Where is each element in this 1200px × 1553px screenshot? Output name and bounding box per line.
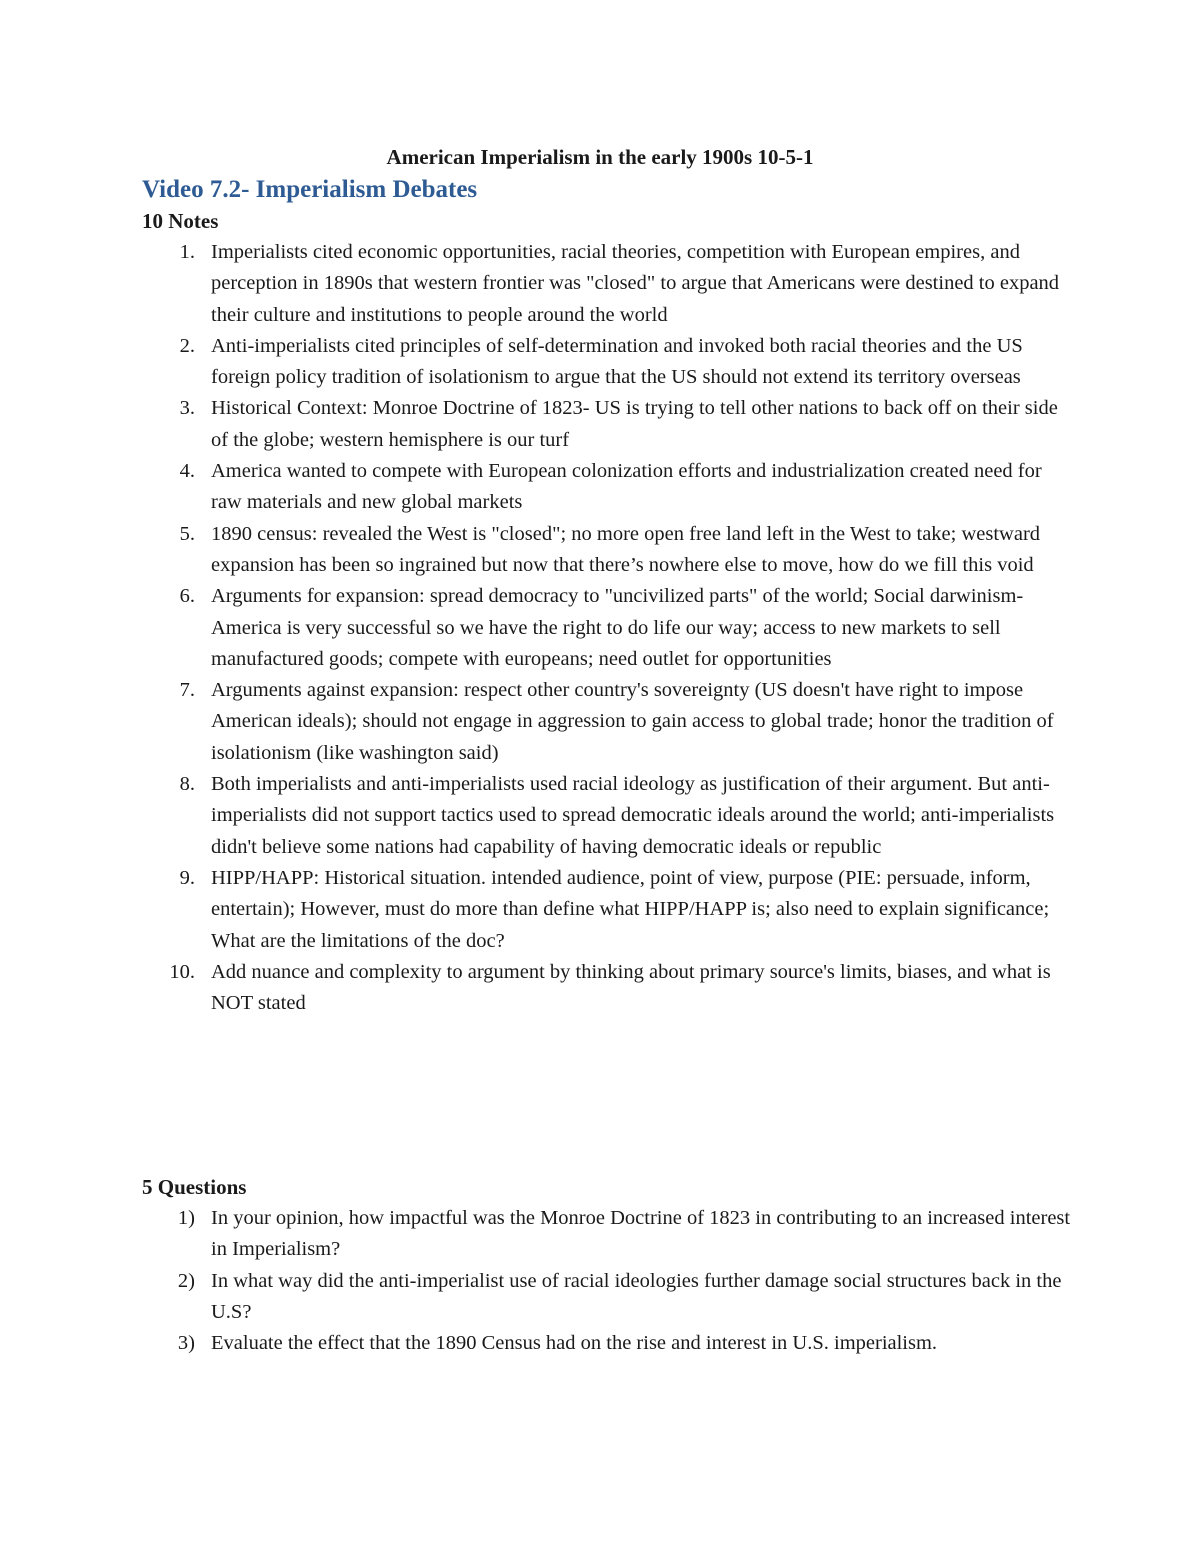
note-text: HIPP/HAPP: Historical situation. intended audience, point of view, purpose (PIE: persuade, inform, entertain); However, must do more than define what HIPP/HAPP is; also need to explain significance; What are the limitations of the doc?	[211, 866, 1050, 952]
note-text: Historical Context: Monroe Doctrine of 1823- US is trying to tell other nations to back off on their side of the globe; western hemisphere is our turf	[211, 397, 1058, 451]
note-text: Both imperialists and anti-imperialists used racial ideology as justification of their argument. But anti-imperialists did not support tactics used to spread democratic ideals around the world; anti-imperialists didn't believe some nations had capability of having democratic ideals or republic	[211, 773, 1055, 858]
note-number: 9.	[179, 866, 195, 889]
questions-label: 5 Questions	[142, 1175, 247, 1199]
note-item	[142, 456, 1072, 519]
notes-section	[142, 206, 1072, 1019]
note-text: Imperialists cited economic opportunities, racial theories, competition with European empires, and perception in 1890s that western frontier was "closed" to argue that Americans were destined to expand their culture and institutions to people around the world	[211, 241, 1060, 326]
note-number: 8.	[179, 773, 195, 796]
note-number: 10.	[169, 960, 195, 983]
question-text: In your opinion, how impactful was the Monroe Doctrine of 1823 in contributing to an increased interest in Imperialism?	[211, 1207, 1071, 1261]
notes-list	[142, 237, 1072, 1019]
question-item	[142, 1266, 1072, 1329]
notes-label: 10 Notes	[142, 209, 219, 233]
note-number: 4.	[179, 460, 195, 483]
note-text: 1890 census: revealed the West is "closed"; no more open free land left in the West to take; westward expansion has been so ingrained but now that there’s nowhere else to move, how do we fill this void	[211, 522, 1041, 576]
question-number: 3)	[177, 1332, 195, 1355]
question-number: 1)	[177, 1207, 195, 1229]
note-text: Anti-imperialists cited principles of self-determination and invoked both racial theories and the US foreign policy tradition of isolationism to argue that the US should not extend its territory overseas	[211, 334, 1023, 389]
note-number: 3.	[179, 397, 195, 420]
note-item	[142, 519, 1072, 582]
note-item	[142, 581, 1072, 675]
note-item	[142, 769, 1072, 863]
question-item	[142, 1203, 1072, 1266]
note-text: America wanted to compete with European colonization efforts and industrialization created need for raw materials and new global markets	[211, 460, 1042, 514]
note-number: 7.	[179, 679, 195, 702]
note-text: Add nuance and complexity to argument by thinking about primary source's limits, biases, and what is NOT stated	[211, 960, 1051, 1015]
note-number: 1.	[179, 241, 195, 263]
question-item	[142, 1328, 1072, 1359]
note-item	[142, 957, 1072, 1020]
note-text: Arguments for expansion: spread democracy to "uncivilized parts" of the world; Social darwinism- America is very successful so we have the right to do life our way; access to new markets to sell manufactured goods; compete with europeans; need outlet for opportunities	[211, 585, 1024, 670]
questions-list	[142, 1203, 1072, 1359]
note-item	[142, 863, 1072, 957]
question-text: Evaluate the effect that the 1890 Census had on the rise and interest in U.S. imperialism.	[211, 1332, 938, 1355]
note-item	[142, 237, 1072, 331]
question-text: In what way did the anti-imperialist use of racial ideologies further damage social structures back in the U.S?	[211, 1269, 1062, 1323]
questions-section	[142, 1172, 1072, 1359]
note-item	[142, 393, 1072, 456]
document-title: American Imperialism in the early 1900s 10-5-1	[386, 145, 814, 169]
note-item	[142, 675, 1072, 769]
question-number: 2)	[177, 1269, 195, 1292]
note-number: 2.	[179, 334, 195, 357]
note-text: Arguments against expansion: respect other country's sovereignty (US doesn't have right to impose American ideals); should not engage in aggression to gain access to global trade; honor the tradition of isolationism (like washington said)	[211, 679, 1054, 764]
note-number: 5.	[179, 522, 195, 545]
note-number: 6.	[179, 585, 195, 608]
video-heading: Video 7.2- Imperialism Debates	[142, 176, 478, 203]
note-item	[142, 331, 1072, 394]
